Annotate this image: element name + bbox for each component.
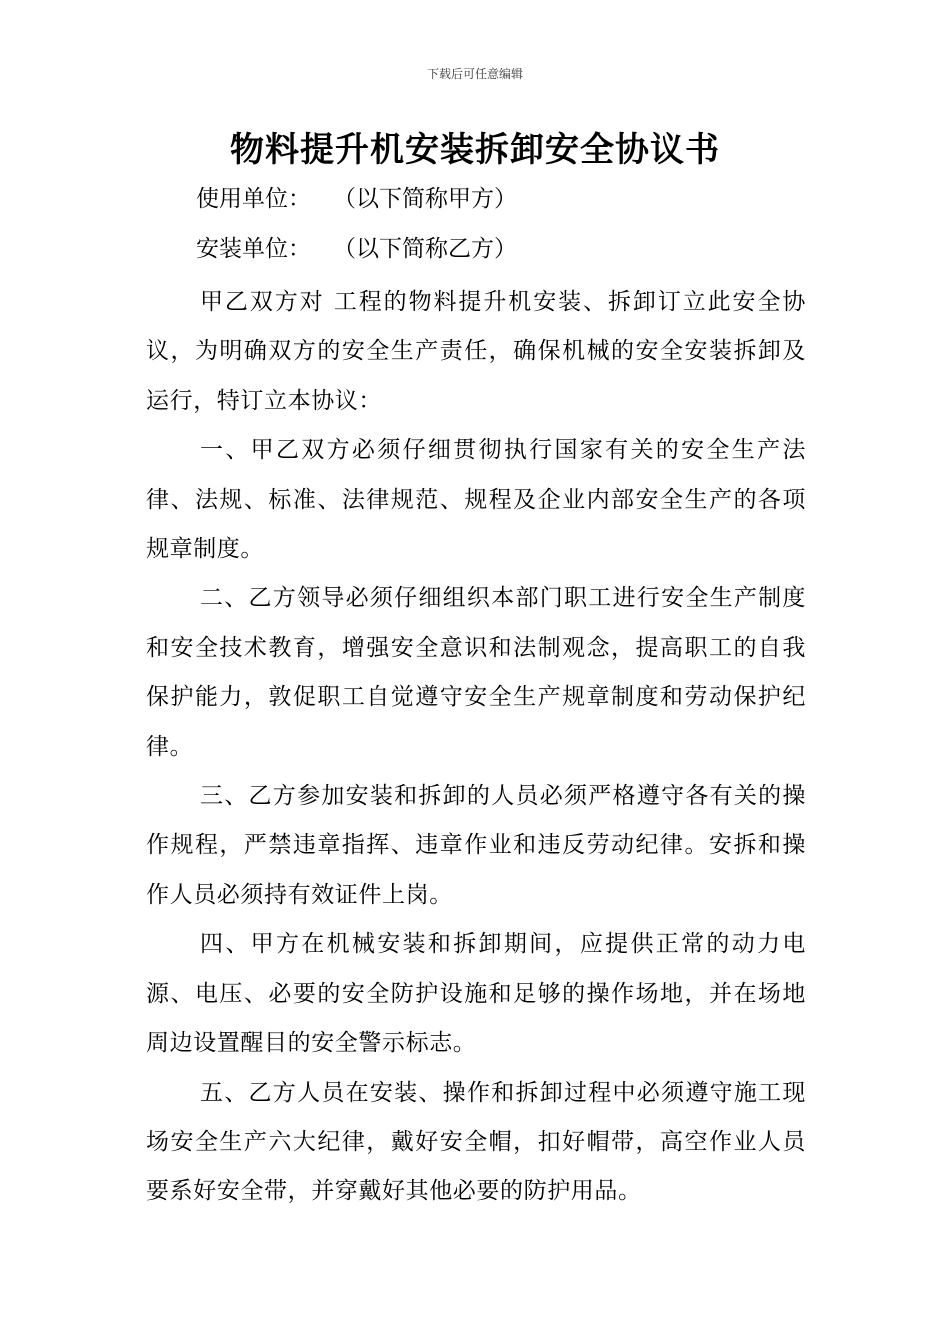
clause-3-paragraph: 三、乙方参加安装和拆卸的人员必须严格遵守各有关的操作规程，严禁违章指挥、违章作业和违反劳动纪律。安拆和操作人员必须持有效证件上岗。 — [146, 783, 806, 908]
party-a-note: （以下简称甲方） — [333, 186, 517, 212]
clause-1-paragraph: 一、甲乙双方必须仔细贯彻执行国家有关的安全生产法律、法规、标准、法律规范、规程及企业内部安全生产的各项规章制度。 — [146, 437, 806, 563]
document-title: 物料提升机安装拆卸安全协议书 — [230, 130, 720, 170]
party-a-line — [196, 184, 517, 214]
clause-5-paragraph: 五、乙方人员在安装、操作和拆卸过程中必须遵守施工现场安全生产六大纪律，戴好安全帽，扣好帽带，高空作业人员要系好安全带，并穿戴好其他必要的防护用品。 — [146, 1079, 806, 1205]
agreement-body — [146, 278, 806, 1217]
party-a-label: 使用单位： — [196, 186, 311, 212]
party-b-line — [196, 234, 517, 264]
header-note: 下载后可任意编辑 — [426, 67, 523, 81]
intro-paragraph: 甲乙双方对 工程的物料提升机安装、拆卸订立此安全协议，为明确双方的安全生产责任，确保机械的安全安装拆卸及运行，特订立本协议： — [146, 289, 806, 414]
party-b-label: 安装单位： — [196, 236, 311, 262]
clause-2-paragraph: 二、乙方领导必须仔细组织本部门职工进行安全生产制度和安全技术教育，增强安全意识和法制观念，提高职工的自我保护能力，敦促职工自觉遵守安全生产规章制度和劳动保护纪律。 — [146, 585, 806, 760]
clause-4-paragraph: 四、甲方在机械安装和拆卸期间，应提供正常的动力电源、电压、必要的安全防护设施和足够的操作场地，并在场地周边设置醒目的安全警示标志。 — [146, 931, 806, 1057]
party-b-note: （以下简称乙方） — [333, 236, 517, 262]
